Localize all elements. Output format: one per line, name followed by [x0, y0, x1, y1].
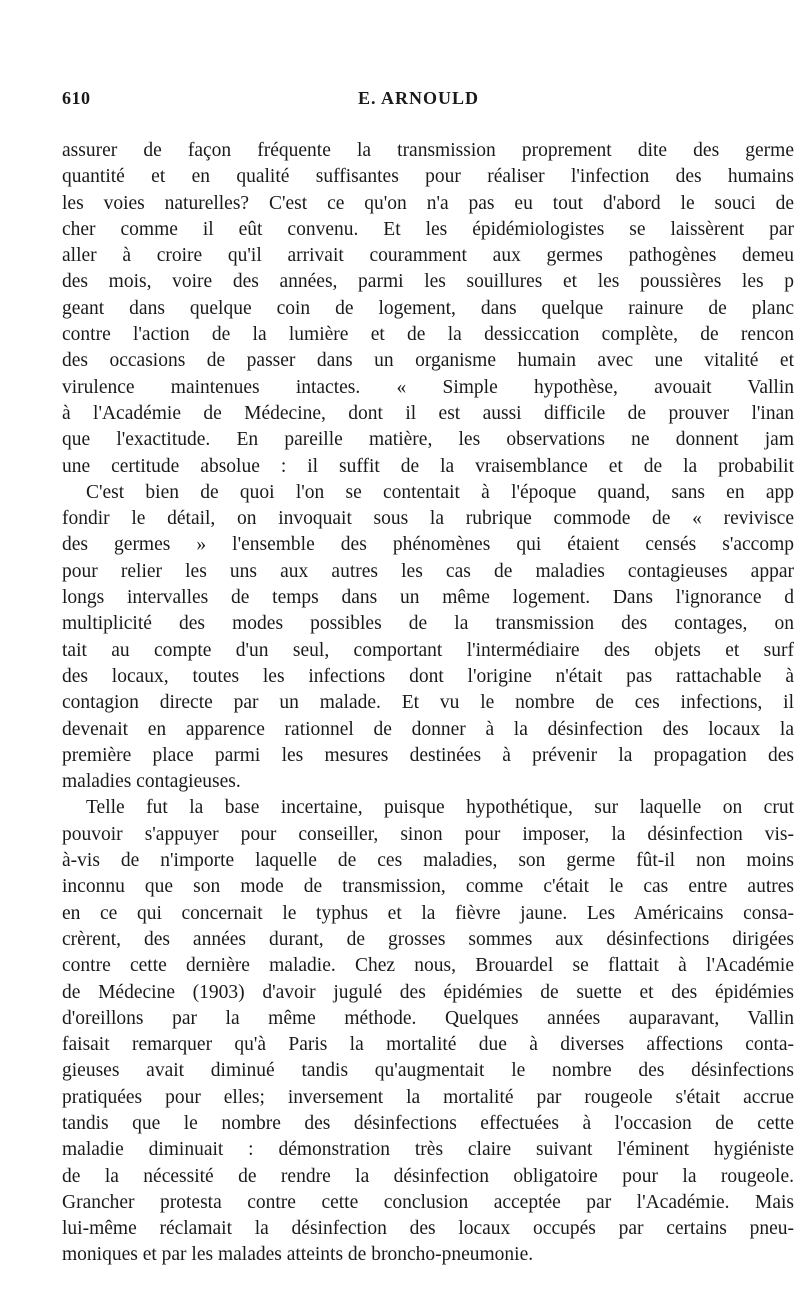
- text-line: faisait remarquer qu'à Paris la mortalité due à diverses affections conta-: [62, 1034, 794, 1056]
- page-header: [62, 88, 800, 118]
- text-line: multiplicité des modes possibles de la transmission des contages, on: [62, 613, 794, 635]
- text-line: moniques et par les malades atteints de broncho-pneumonie.: [62, 1244, 534, 1266]
- text-line: C'est bien de quoi l'on se contentait à l'époque quand, sans en app: [86, 481, 794, 503]
- text-line: d'oreillons par la même méthode. Quelques années auparavant, Vallin: [62, 1007, 794, 1029]
- text-line: des germes » l'ensemble des phénomènes qui étaient censés s'accomp: [62, 534, 794, 556]
- text-line: des locaux, toutes les infections dont l'origine n'était pas rattachable à: [62, 665, 794, 687]
- body-text: [62, 138, 794, 1269]
- text-line: cher comme il eût convenu. Et les épidémiologistes se laissèrent par: [62, 218, 794, 240]
- text-line: en ce qui concernait le typhus et la fièvre jaune. Les Américains consa-: [62, 902, 794, 924]
- text-line: de Médecine (1903) d'avoir jugulé des épidémies de suette et des épidémies: [62, 981, 794, 1003]
- text-line: Grancher protesta contre cette conclusion acceptée par l'Académie. Mais: [62, 1191, 794, 1213]
- text-line: pouvoir s'appuyer pour conseiller, sinon pour imposer, la désinfection vis-: [62, 823, 794, 845]
- text-line: longs intervalles de temps dans un même logement. Dans l'ignorance d: [62, 587, 794, 609]
- text-line: devenait en apparence rationnel de donner à la désinfection des locaux la: [62, 718, 794, 740]
- text-line: crèrent, des années durant, de grosses sommes aux désinfections dirigées: [62, 928, 794, 950]
- text-line: une certitude absolue : il suffit de la vraisemblance et de la probabilit: [62, 455, 794, 477]
- paragraph-2: [62, 480, 794, 796]
- paragraph-3: [62, 795, 794, 1268]
- text-line: contagion directe par un malade. Et vu le nombre de ces infections, il: [62, 692, 794, 714]
- text-line: maladie diminuait : démonstration très claire suivant l'éminent hygiéniste: [62, 1139, 794, 1161]
- text-line: maladies contagieuses.: [62, 771, 241, 793]
- text-line: tait au compte d'un seul, comportant l'intermédiaire des objets et surf: [62, 639, 794, 661]
- text-line: Telle fut la base incertaine, puisque hypothétique, sur laquelle on crut: [86, 797, 794, 819]
- text-line: contre l'action de la lumière et de la dessiccation complète, de rencon: [62, 324, 794, 346]
- text-line: que l'exactitude. En pareille matière, les observations ne donnent jam: [62, 429, 794, 451]
- text-line: inconnu que son mode de transmission, comme c'était le cas entre autres: [62, 876, 794, 898]
- text-line: quantité et en qualité suffisantes pour réaliser l'infection des humains: [62, 166, 794, 188]
- paragraph-1: [62, 138, 794, 480]
- text-line: lui-même réclamait la désinfection des locaux occupés par certains pneu-: [62, 1218, 794, 1240]
- text-line: les voies naturelles? C'est ce qu'on n'a pas eu tout d'abord le souci de: [62, 192, 794, 214]
- text-line: première place parmi les mesures destinées à prévenir la propagation des: [62, 744, 794, 766]
- text-line: assurer de façon fréquente la transmission proprement dite des germe: [62, 140, 794, 161]
- text-line: geant dans quelque coin de logement, dans quelque rainure de planc: [62, 297, 794, 319]
- text-line: de la nécessité de rendre la désinfection obligatoire pour la rougeole.: [62, 1165, 794, 1187]
- running-head-author: E. ARNOULD: [358, 88, 480, 108]
- text-line: pratiquées pour elles; inversement la mortalité par rougeole s'était accrue: [62, 1086, 794, 1108]
- text-line: pour relier les uns aux autres les cas de maladies contagieuses appar: [62, 560, 794, 582]
- text-line: tandis que le nombre des désinfections effectuées à l'occasion de cette: [62, 1112, 794, 1134]
- text-line: gieuses avait diminué tandis qu'augmentait le nombre des désinfections: [62, 1060, 794, 1082]
- text-line: fondir le détail, on invoquait sous la rubrique commode de « revivisce: [62, 508, 794, 530]
- text-line: contre cette dernière maladie. Chez nous, Brouardel se flattait à l'Académie: [62, 955, 794, 977]
- text-line: à-vis de n'importe laquelle de ces maladies, son germe fût-il non moins: [62, 850, 794, 872]
- text-line: virulence maintenues intactes. « Simple hypothèse, avouait Vallin: [62, 376, 794, 398]
- text-line: à l'Académie de Médecine, dont il est aussi difficile de prouver l'inan: [62, 402, 794, 424]
- text-line: aller à croire qu'il arrivait couramment aux germes pathogènes demeu: [62, 245, 794, 267]
- page-number: 610: [62, 88, 91, 108]
- text-line: des mois, voire des années, parmi les souillures et les poussières les p: [62, 271, 794, 293]
- text-line: des occasions de passer dans un organisme humain avec une vitalité et: [62, 350, 794, 372]
